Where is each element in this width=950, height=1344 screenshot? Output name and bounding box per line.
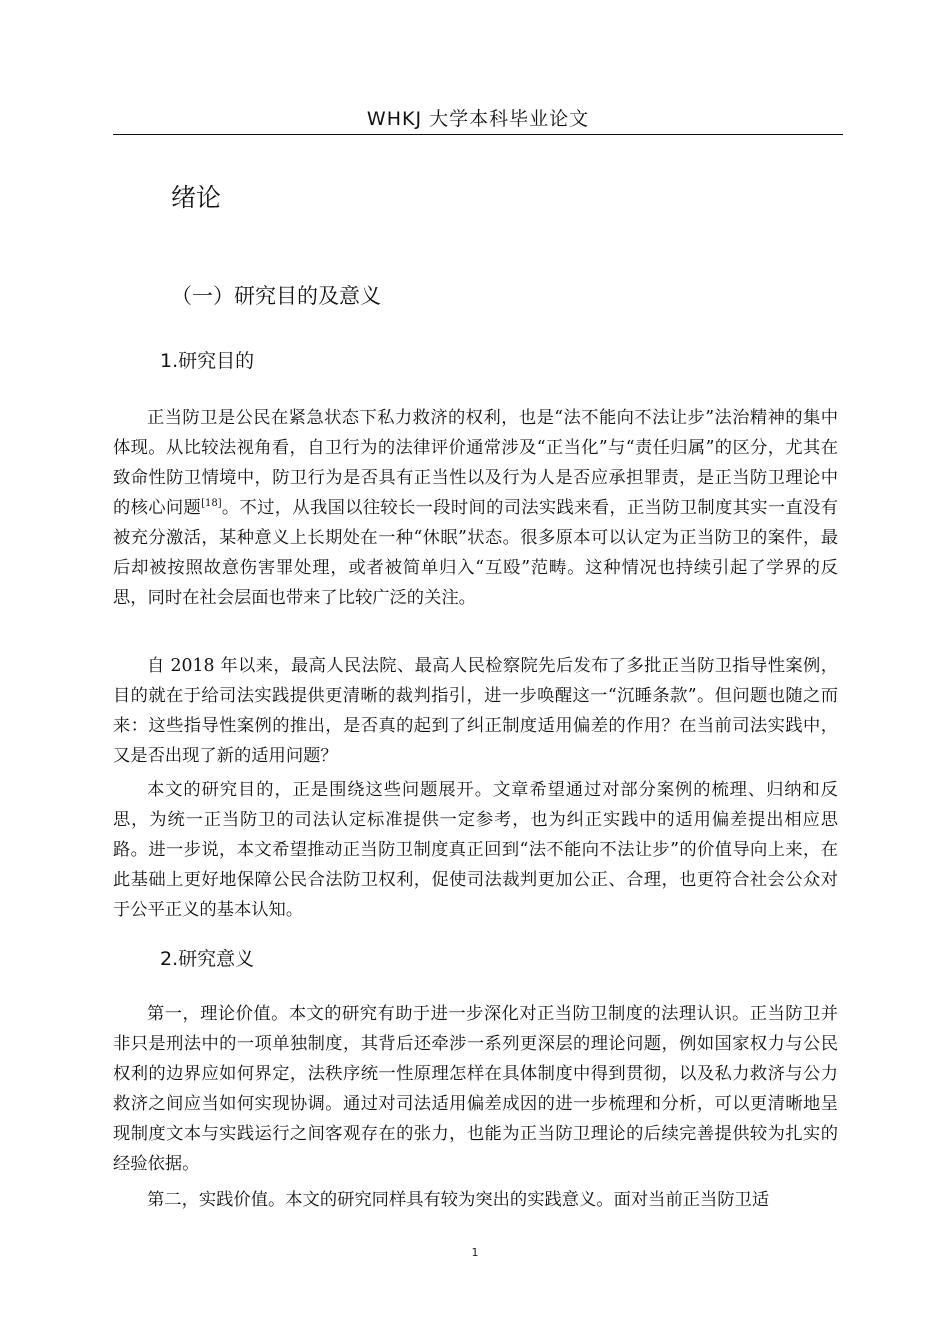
page-number: 1 <box>471 1246 479 1259</box>
paragraph-4: 第一，理论价值。本文的研究有助于进一步深化对正当防卫制度的法理认识。正当防卫并非只是刑法中的一项单独制度，其背后还牵涉一系列更深层的理论问题，例如国家权力与公民权利的边界应如何界定，法秩序统一性原理怎样在具体制度中得到贯彻，以及私力救济与公力救济之间应当如何实现协调。通过对司法适用偏差成因的进一步梳理和分析，可以更清晰地呈现制度文本与实践运行之间客观存在的张力，也能为正当防卫理论的后续完善提供较为扎实的经验依据。 <box>113 1004 838 1174</box>
paragraph-2: 自 2018 年以来，最高人民法院、最高人民检察院先后发布了多批正当防卫指导性案例，目的就在于给司法实践提供更清晰的裁判指引，进一步唤醒这一“沉睡条款”。但问题也随之而来：这些指导性案例的推出，是否真的起到了纠正制度适用偏差的作用？在当前司法实践中，又是否出现了新的适用问题？ <box>113 656 838 766</box>
header-divider <box>113 134 843 135</box>
subsection-title-significance: 2.研究意义 <box>160 948 255 970</box>
paragraph-1-text-b: 。不过，从我国以往较长一段时间的司法实践来看，正当防卫制度其实一直没有被充分激活，某种意义上长期处在一种“休眠”状态。很多原本可以认定为正当防卫的案件，最后却被按照故意伤害罪处理，或者被简单归入“互殴”范畴。这种情况也持续引起了学界的反思，同时在社会层面也带来了比较广泛的关注。 <box>113 498 838 608</box>
section-title: （一）研究目的及意义 <box>171 284 381 308</box>
subsection-title-purpose: 1.研究目的 <box>160 350 255 372</box>
chapter-title: 绪论 <box>171 183 222 212</box>
paragraph-3: 本文的研究目的，正是围绕这些问题展开。文章希望通过对部分案例的梳理、归纳和反思，为统一正当防卫的司法认定标准提供一定参考，也为纠正实践中的适用偏差提出相应思路。进一步说，本文希望推动正当防卫制度真正回到“法不能向不法让步”的价值导向上来，在此基础上更好地保障公民合法防卫权利，促使司法裁判更加公正、合理，也更符合社会公众对于公平正义的基本认知。 <box>113 780 838 920</box>
running-header: WHKJ 大学本科毕业论文 <box>366 108 590 130</box>
citation-ref: [18] <box>201 498 222 510</box>
paragraph-5: 第二，实践价值。本文的研究同样具有较为突出的实践意义。面对当前正当防卫适 <box>147 1190 770 1210</box>
paragraph-1 <box>113 403 838 613</box>
paragraph-1-text-a: 正当防卫是公民在紧急状态下私力救济的权利，也是“法不能向不法让步”法治精神的集中体现。从比较法视角看，自卫行为的法律评价通常涉及“正当化”与“责任归属”的区分，尤其在致命性防卫情境中，防卫行为是否具有正当性以及行为人是否应承担罪责，是正当防卫理论中的核心问题 <box>113 408 838 518</box>
